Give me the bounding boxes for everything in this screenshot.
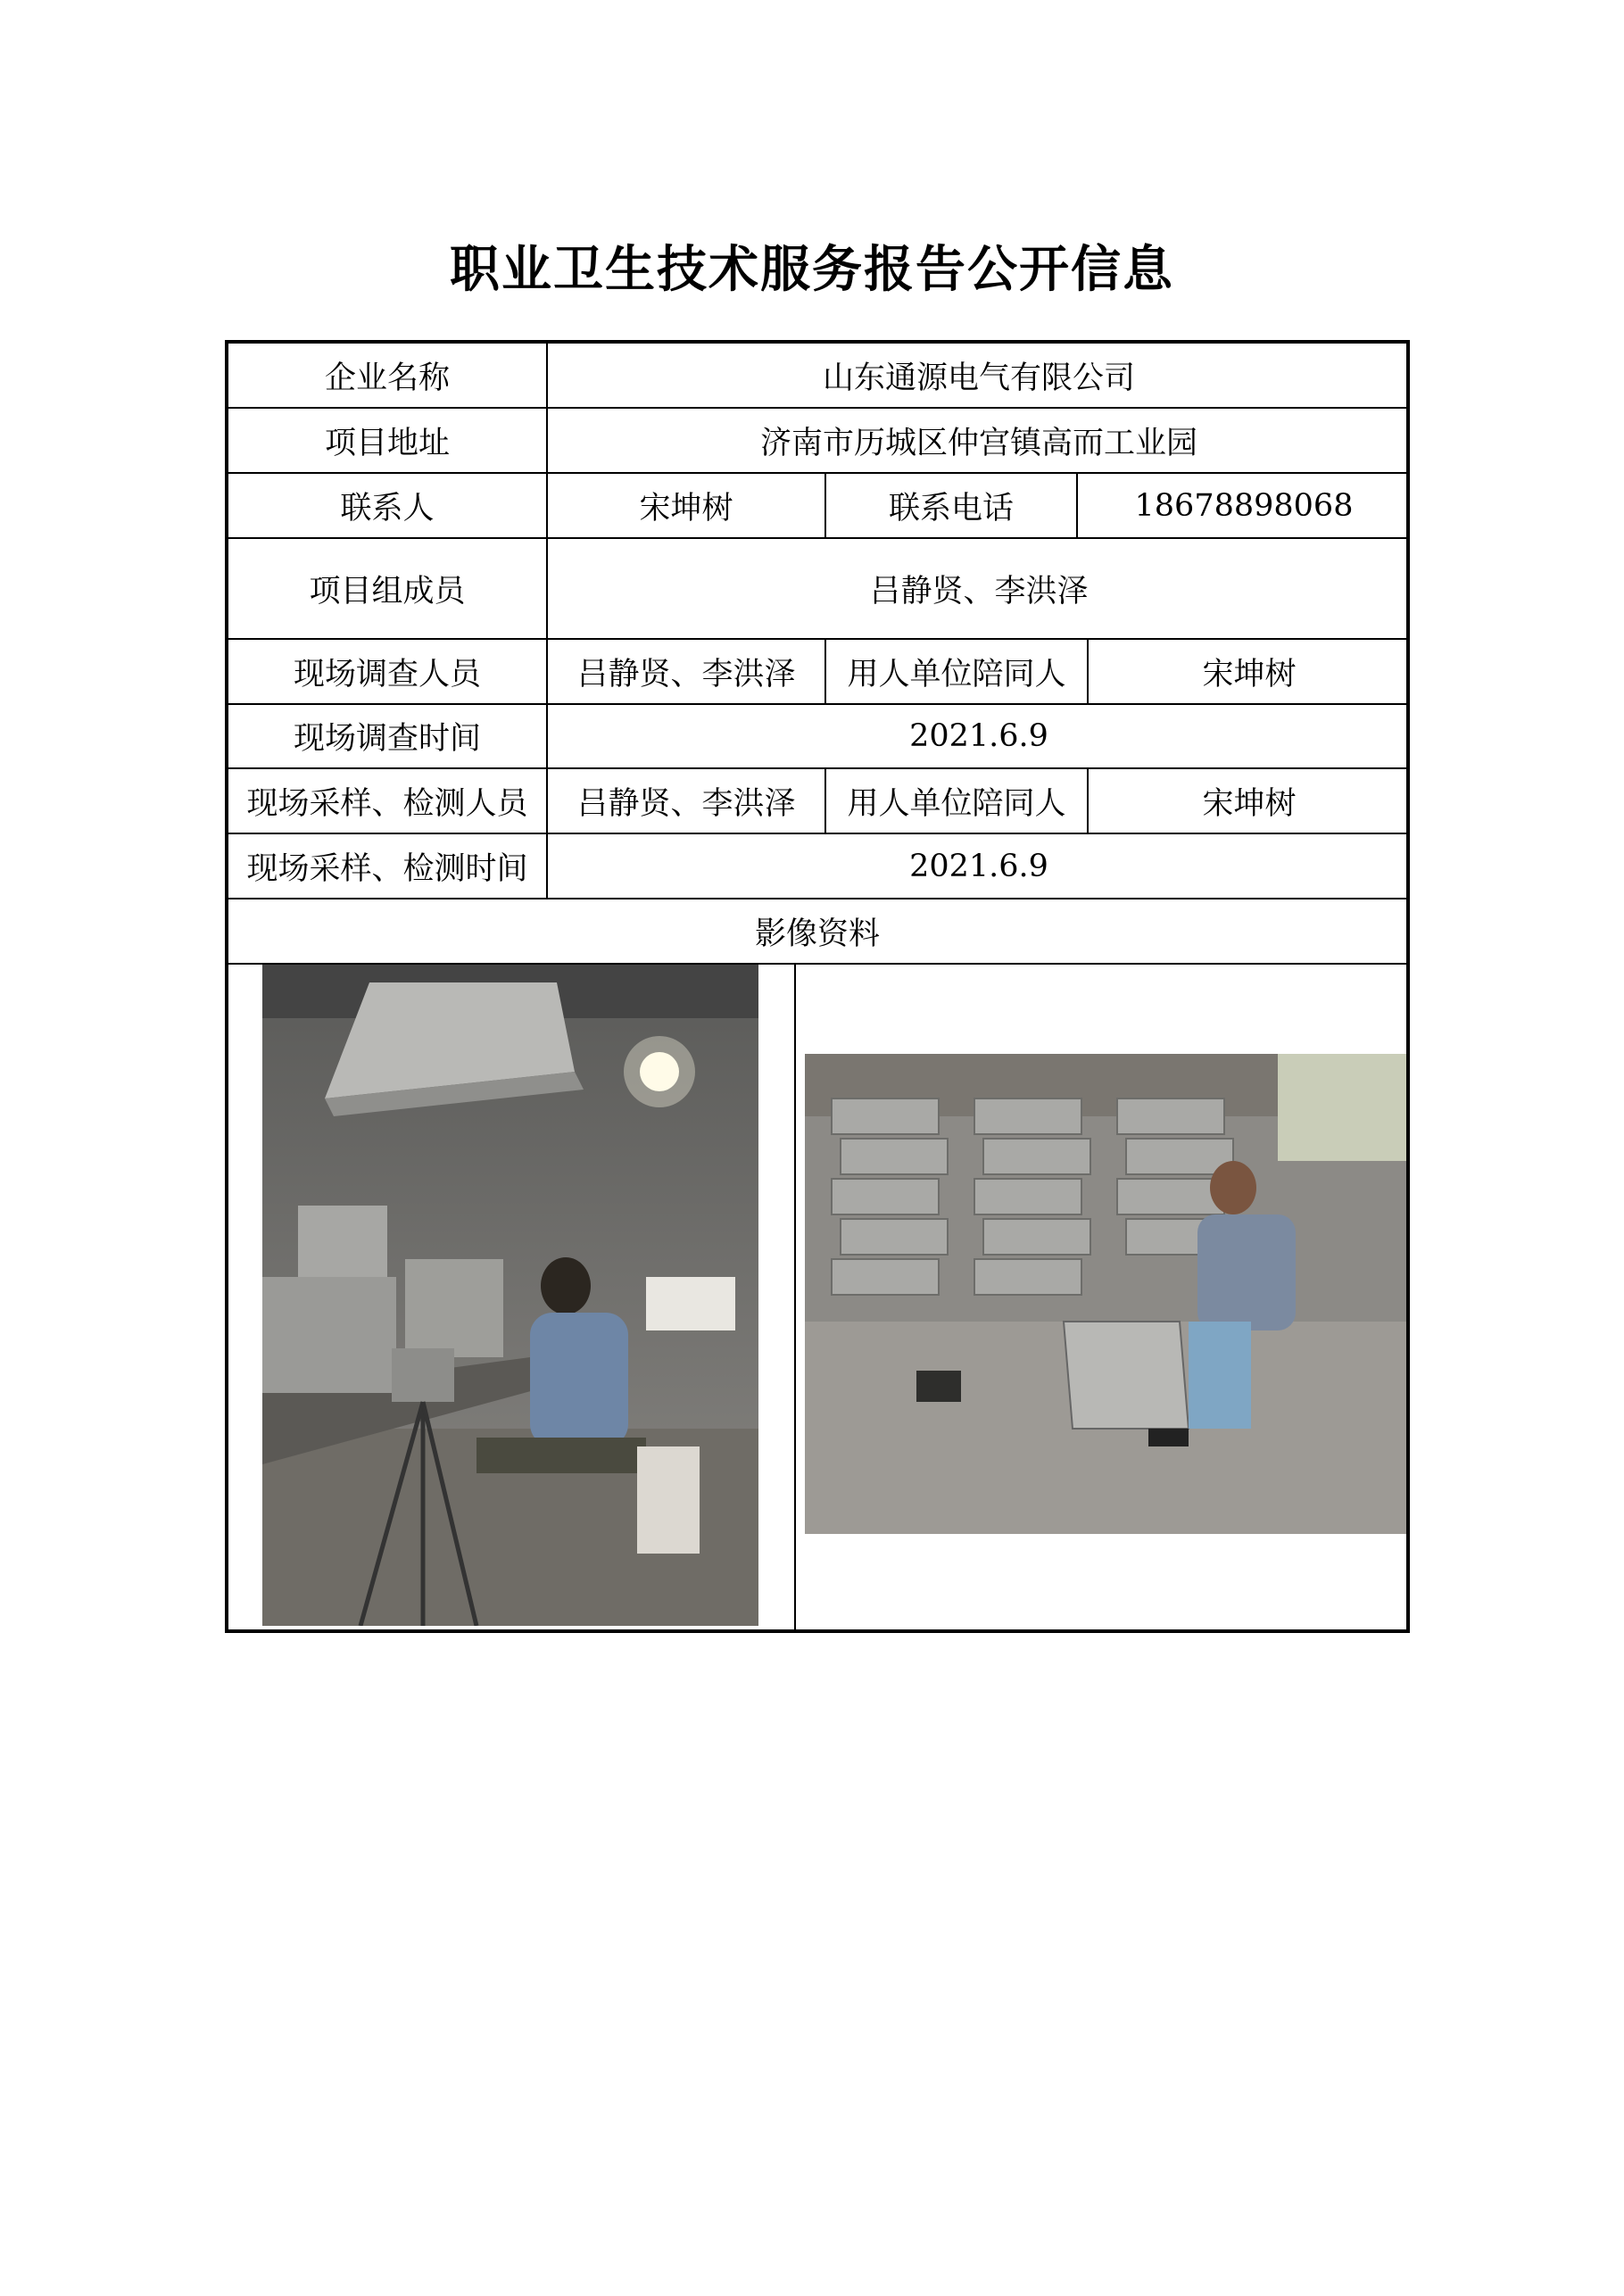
members-value: 吕静贤、李洪泽: [869, 573, 1089, 609]
company-label: 企业名称: [324, 360, 450, 396]
sampling-time-value: 2021.6.9: [909, 848, 1048, 884]
page-title: 职业卫生技术服务报告公开信息: [450, 241, 1174, 299]
phone-label: 联系电话: [888, 490, 1014, 526]
contact-label: 联系人: [340, 490, 435, 526]
survey-staff-label: 现场调查人员: [293, 656, 481, 692]
phone-value: 18678898068: [1134, 487, 1354, 524]
sampling-staff-label: 现场采样、检测人员: [246, 785, 528, 822]
survey-escort-label: 用人单位陪同人: [847, 656, 1066, 692]
site-photo-left: [262, 965, 758, 1626]
info-table: [225, 340, 1410, 1633]
sampling-escort-value: 宋坤树: [1202, 785, 1297, 822]
company-value: 山东通源电气有限公司: [822, 360, 1135, 396]
address-value: 济南市历城区仲宫镇高而工业园: [759, 425, 1197, 461]
survey-staff-value: 吕静贤、李洪泽: [576, 656, 796, 692]
survey-time-value: 2021.6.9: [909, 718, 1048, 754]
members-label: 项目组成员: [309, 573, 466, 609]
address-label: 项目地址: [324, 425, 450, 461]
survey-escort-value: 宋坤树: [1202, 656, 1297, 692]
sampling-time-label: 现场采样、检测时间: [246, 850, 528, 887]
contact-value: 宋坤树: [639, 490, 733, 526]
images-label: 影像资料: [754, 916, 880, 952]
sampling-staff-value: 吕静贤、李洪泽: [576, 785, 796, 822]
sampling-escort-label: 用人单位陪同人: [847, 785, 1066, 822]
site-photo-right: [805, 1054, 1406, 1534]
survey-time-label: 现场调查时间: [293, 721, 481, 757]
